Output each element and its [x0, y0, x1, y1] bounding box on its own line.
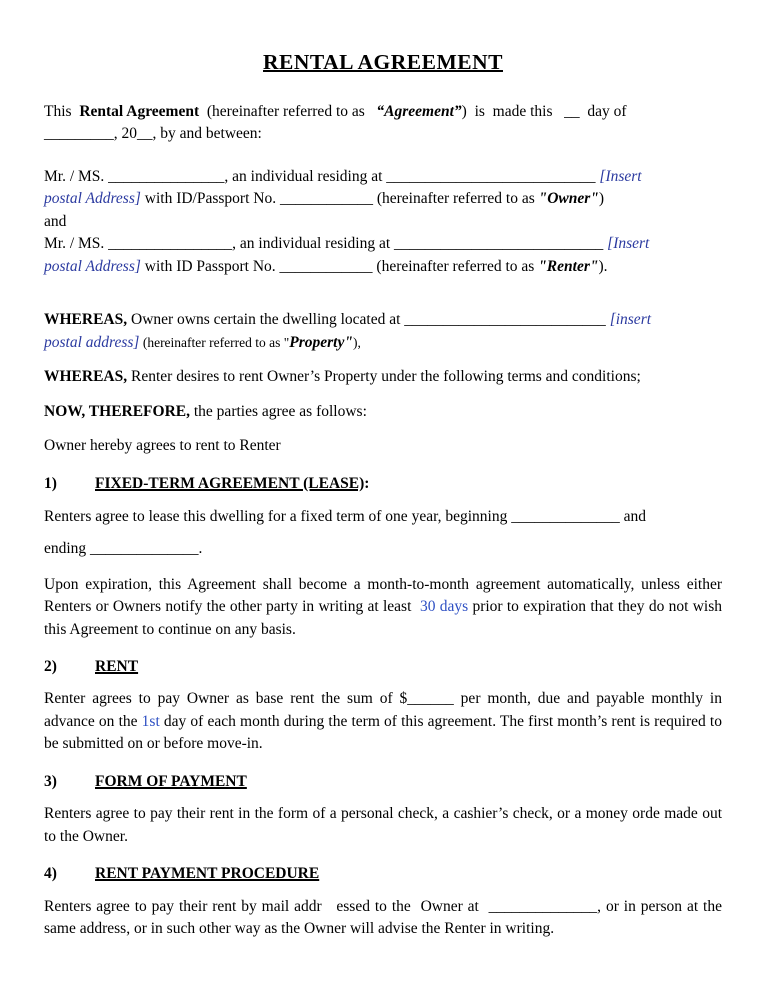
now-therefore-keyword: NOW, THEREFORE,	[44, 402, 190, 420]
insert-postal-address-placeholder: [insert	[609, 311, 652, 329]
expiration-paragraph	[44, 574, 726, 641]
whereas-terms-clause	[44, 366, 722, 388]
insert-postal-address-placeholder: [Insert	[599, 167, 642, 185]
text-run: the parties agree as follows:	[190, 402, 367, 420]
section-2-heading	[44, 656, 722, 678]
owner-party-text: with ID/Passport No. ____________ (hereinafter referred to as	[140, 190, 539, 208]
section-number: 2)	[44, 657, 57, 675]
text-run: _________, 20__, by and between:	[44, 125, 262, 143]
whereas-keyword: WHEREAS,	[44, 311, 128, 329]
insert-postal-address-placeholder: postal Address]	[44, 190, 141, 208]
section-heading-text: RENT PAYMENT PROCEDURE	[95, 865, 320, 883]
owner-party-text: )	[598, 190, 605, 208]
section-heading-text: FIXED-TERM AGREEMENT (LEASE)	[95, 474, 365, 492]
renter-party-text: Mr. / MS. ________________, an individual residing at ___________________________	[44, 235, 608, 253]
parties-paragraph	[44, 166, 722, 278]
rent-paragraph	[44, 688, 726, 755]
section-1-heading	[44, 473, 722, 495]
section-4-heading	[44, 863, 722, 885]
text-run: (hereinafter referred to as	[199, 103, 377, 120]
rent-payment-procedure-paragraph: Renters agree to pay their rent by mail addr essed to the Owner at ______________, or in person at the same address, or in such other way as the Owner will advise the Renter in writing.	[44, 897, 726, 938]
defined-term-owner: "Owner"	[538, 190, 599, 208]
section-3-heading	[44, 771, 722, 793]
defined-term-rental-agreement: Rental Agreement	[79, 103, 200, 120]
notice-period-value: 30 days	[419, 598, 469, 616]
renter-party-text: with ID Passport No. ____________ (hereinafter referred to as	[140, 257, 539, 275]
text-run: Renter agrees to pay Owner as base rent the sum of $______ per month, due and payable monthly in advance on the	[44, 690, 726, 730]
whereas-property-clause	[44, 309, 722, 354]
defined-term-agreement: “Agreement”	[376, 103, 462, 120]
text-run: ),	[352, 334, 361, 350]
text-run: prior to expiration that they do not wish this Agreement to continue on any basis.	[44, 598, 726, 638]
section-number: 3)	[44, 772, 57, 790]
text-run: Renter desires to rent Owner’s Property under the following terms and conditions;	[127, 368, 641, 386]
insert-postal-address-placeholder: postal address]	[44, 333, 140, 351]
due-day-value: 1st	[141, 712, 160, 730]
section-heading-text: FORM OF PAYMENT	[95, 772, 247, 790]
text-run: day of each month during the term of this agreement. The first month’s rent is required to be submitted on or before move-in.	[44, 712, 726, 753]
form-of-payment-paragraph: Renters agree to pay their rent in the form of a personal check, a cashier’s check, or a money orde made out to the Owner.	[44, 805, 726, 845]
defined-term-property: Property"	[289, 333, 353, 351]
document-title: RENTAL AGREEMENT	[263, 50, 503, 74]
text-run: ) is made this __ day of	[461, 103, 627, 120]
defined-term-renter: "Renter"	[538, 257, 599, 275]
insert-postal-address-placeholder: postal Address]	[44, 257, 141, 275]
conjunction-and: and	[44, 212, 67, 230]
text-run: ending ______________.	[44, 540, 203, 558]
text-run: Renters agree to lease this dwelling for a fixed term of one year, beginning ______________ and	[44, 508, 646, 526]
section-number: 4)	[44, 865, 57, 883]
section-heading-text: RENT	[95, 657, 139, 675]
whereas-keyword: WHEREAS,	[44, 368, 128, 386]
owner-party-text: Mr. / MS. _______________, an individual residing at ___________________________	[44, 167, 600, 185]
text-run: (hereinafter referred to as "	[139, 334, 290, 350]
text-run: This	[44, 103, 80, 120]
section-number: 1)	[44, 474, 57, 492]
now-therefore-clause	[44, 401, 722, 423]
owner-agrees-line: Owner hereby agrees to rent to Renter	[44, 437, 281, 455]
text-run: Upon expiration, this Agreement shall become a month-to-month agreement automatically, unless either Renters or Owners notify the other party in writing at least	[44, 575, 726, 616]
intro-paragraph	[44, 101, 722, 146]
lease-term-paragraph	[44, 501, 722, 565]
section-heading-colon: :	[364, 474, 370, 492]
text-run: Owner owns certain the dwelling located at __________________________	[127, 311, 610, 329]
insert-postal-address-placeholder: [Insert	[607, 235, 650, 253]
renter-party-text: ).	[598, 257, 608, 275]
